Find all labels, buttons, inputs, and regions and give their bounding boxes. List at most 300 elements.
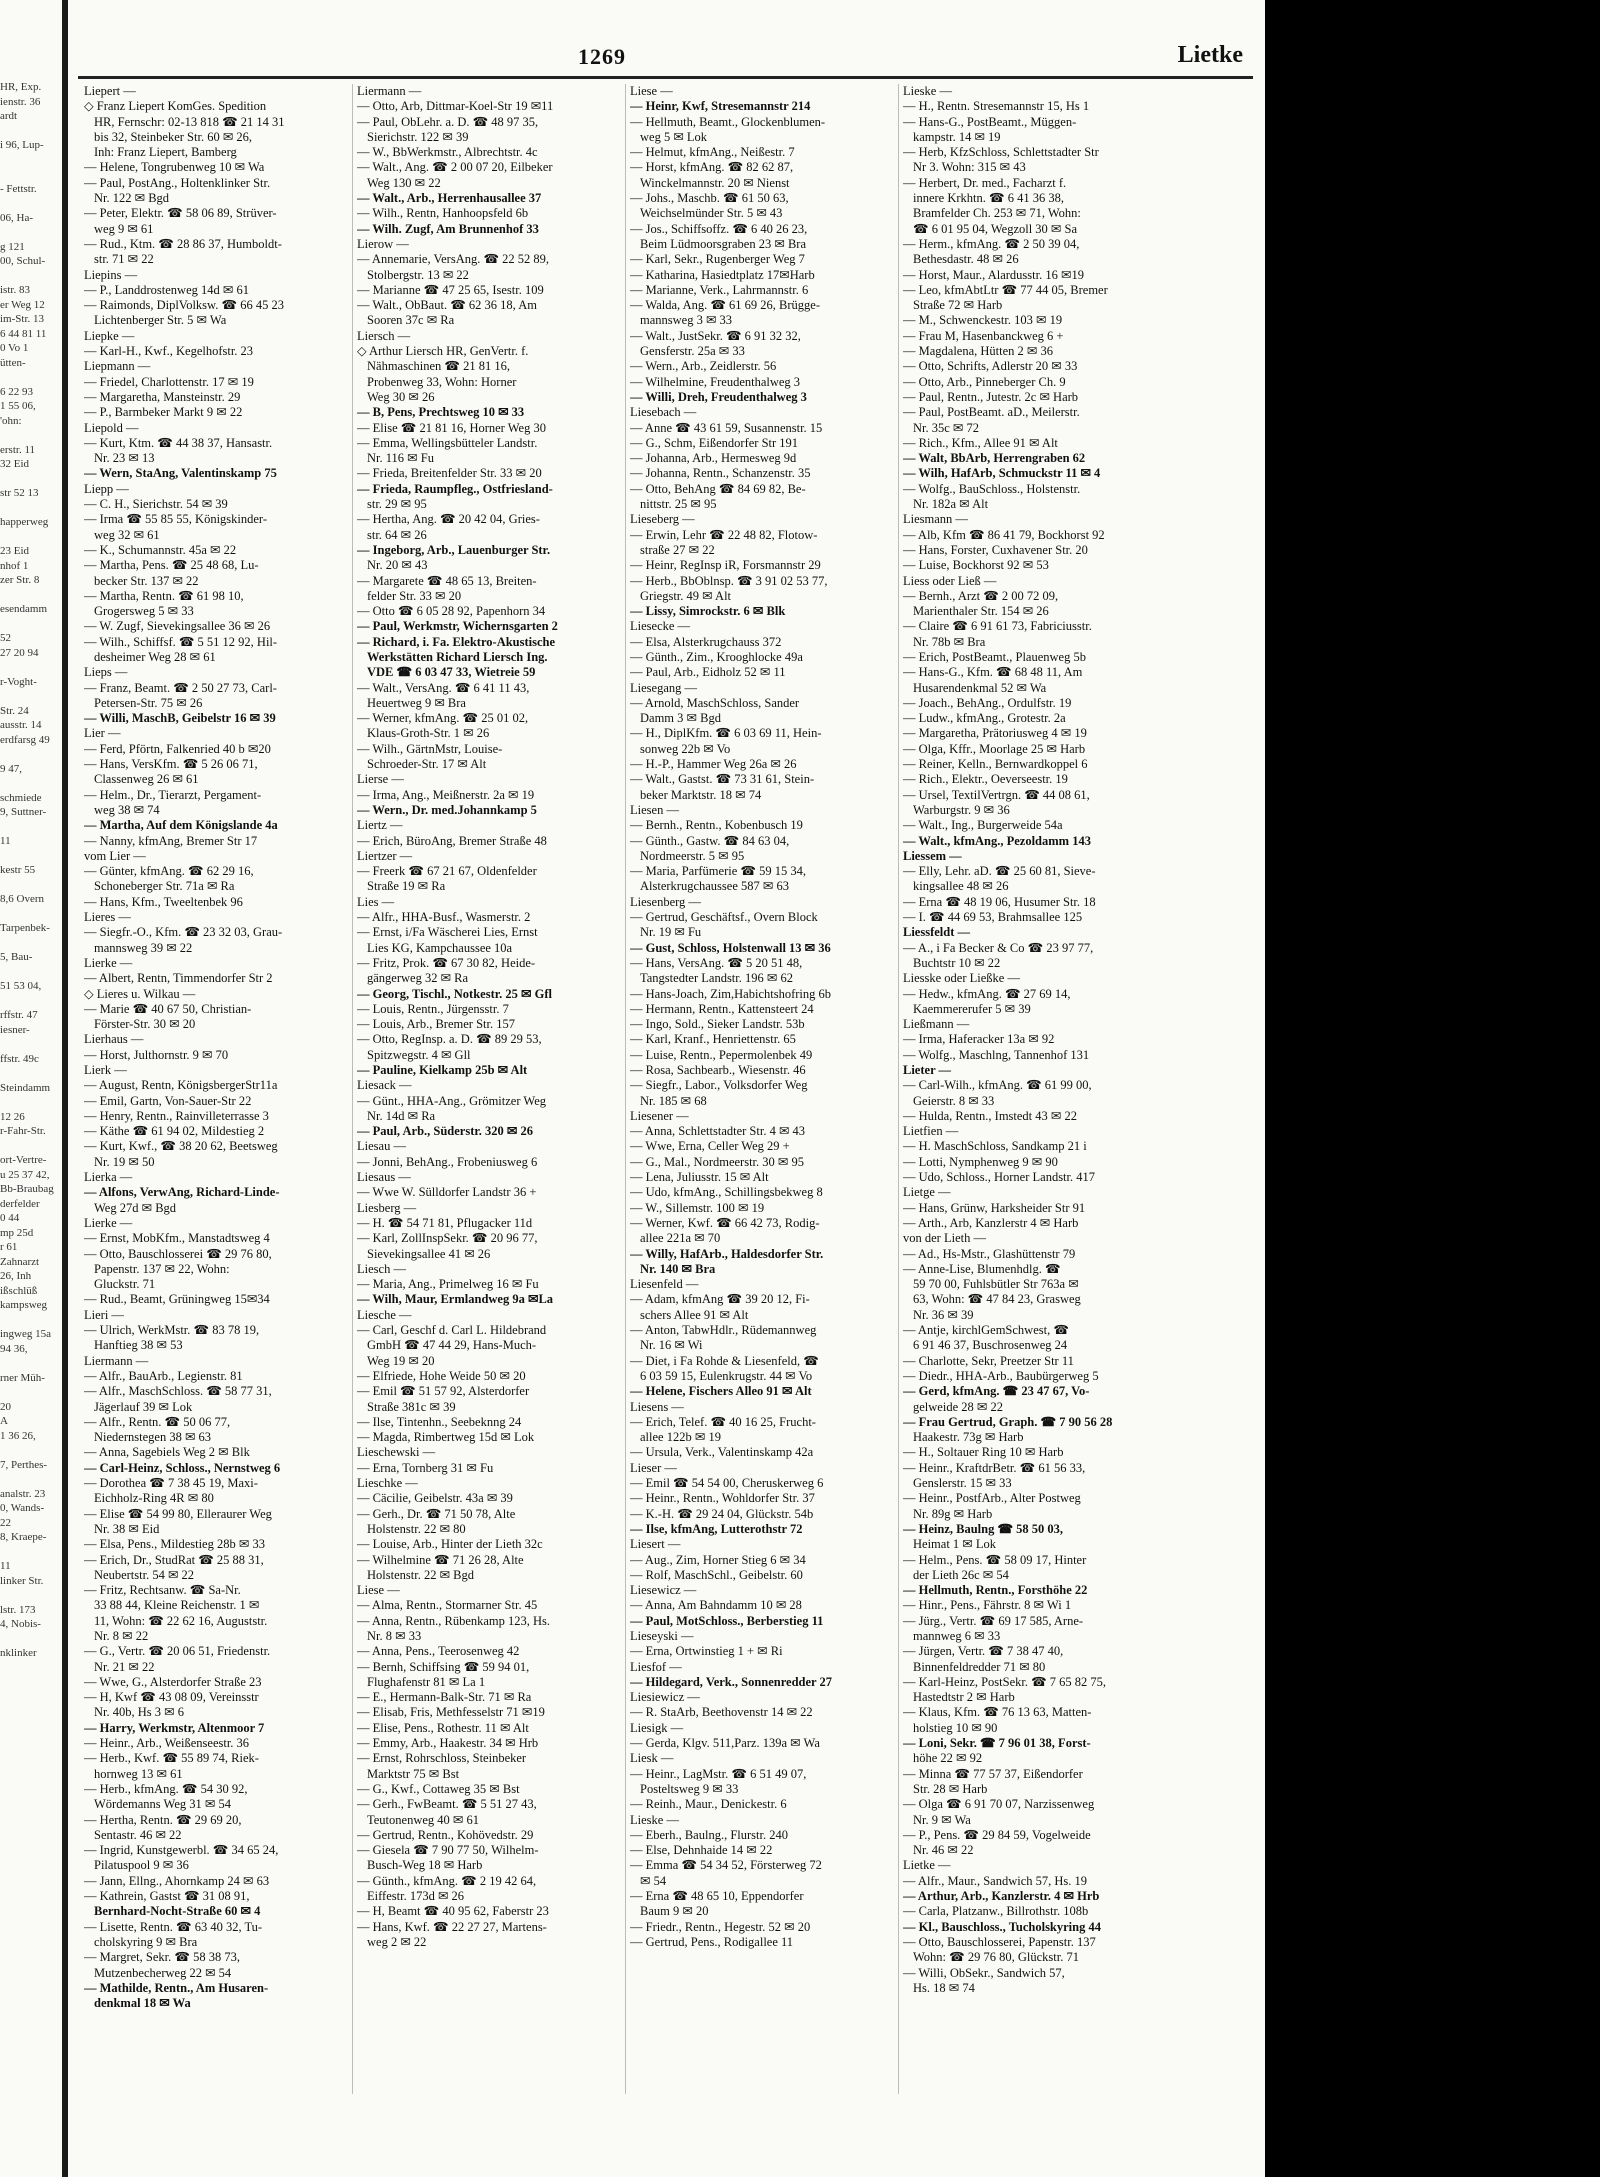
directory-entry: — Otto, BehAng ☎ 84 69 82, Be- xyxy=(630,481,806,496)
directory-entry: — Albert, Rentn, Timmendorfer Str 2 xyxy=(84,971,273,986)
directory-entry: — Wwe, Erna, Celler Weg 29 + xyxy=(630,1139,790,1154)
directory-entry: — Willi, MaschB, Geibelstr 16 ✉ 39 xyxy=(84,711,276,726)
directory-entry: Flughafenstr 81 ✉ La 1 xyxy=(367,1674,486,1689)
surname-heading: Lieseyski — xyxy=(630,1628,694,1643)
directory-entry: denkmal 18 ✉ Wa xyxy=(94,1996,191,2011)
directory-entry: gängerweg 32 ✉ Ra xyxy=(367,971,469,986)
directory-entry: — Irma, Haferacker 13a ✉ 92 xyxy=(903,1032,1055,1047)
directory-entry: Haakestr. 73g ✉ Harb xyxy=(913,1430,1024,1445)
directory-entry: allee 122b ✉ 19 xyxy=(640,1430,721,1445)
directory-entry: — W., BbWerkmstr., Albrechtstr. 4c xyxy=(357,145,538,160)
directory-entry: Tangstedter Landstr. 196 ✉ 62 xyxy=(640,971,793,986)
directory-entry: — Jürg., Vertr. ☎ 69 17 585, Arne- xyxy=(903,1613,1084,1628)
directory-entry: — Gerd, kfmAng. ☎ 23 47 67, Vo- xyxy=(903,1384,1090,1399)
directory-entry: — Wilh, Maur, Ermlandweg 9a ✉La xyxy=(357,1292,554,1307)
bleed-fragment xyxy=(0,747,60,762)
directory-entry: — Otto, Arb., Pinneberger Ch. 9 xyxy=(903,374,1066,389)
surname-heading: Lierow — xyxy=(357,236,409,251)
surname-heading: Liesert — xyxy=(630,1537,681,1552)
directory-entry: bis 32, Steinbeker Str. 60 ✉ 26, xyxy=(94,129,253,144)
directory-entry: — Nanny, kfmAng, Bremer Str 17 xyxy=(84,833,258,848)
bleed-fragment: ffstr. 49c xyxy=(0,1052,39,1065)
surname-heading: Liesen — xyxy=(630,802,679,817)
directory-entry: Jägerlauf 39 ✉ Lok xyxy=(94,1399,193,1414)
surname-heading: Liesigk — xyxy=(630,1720,684,1735)
directory-entry: — Louis, Rentn., Jürgensstr. 7 xyxy=(357,1001,509,1016)
bleed-fragment: 26, Inh xyxy=(0,1270,32,1282)
directory-entry: — Karl, ZollInspSekr. ☎ 20 96 77, xyxy=(357,1231,538,1246)
surname-heading: Lieres — xyxy=(84,910,131,925)
bleed-fragment: Tarpenbek- xyxy=(0,922,50,934)
directory-entry: — Carl-Wilh., kfmAng. ☎ 61 99 00, xyxy=(903,1078,1092,1093)
bleed-fragment: 6 22 93 xyxy=(0,385,33,398)
directory-entry: Wördemanns Weg 31 ✉ 54 xyxy=(94,1797,231,1812)
directory-entry: — I. ☎ 44 69 53, Brahmsallee 125 xyxy=(903,910,1083,925)
directory-entry: Weg 19 ✉ 20 xyxy=(367,1353,435,1368)
directory-entry: — Elsa, Pens., Mildestieg 28b ✉ 33 xyxy=(84,1537,265,1552)
directory-entry: — Alb, Kfm ☎ 86 41 79, Bockhorst 92 xyxy=(903,527,1105,542)
directory-entry: — Marianne ☎ 47 25 65, Isestr. 109 xyxy=(357,282,544,297)
directory-entry: — Emil, Gartn, Von-Sauer-Str 22 xyxy=(84,1093,252,1108)
surname-heading: Liepke — xyxy=(84,328,135,343)
bleed-fragment: 06, Ha- xyxy=(0,211,33,224)
surname-heading: Liesmann — xyxy=(903,512,968,527)
directory-entry: — Anne ☎ 43 61 59, Susannenstr. 15 xyxy=(630,420,823,435)
directory-entry: — Ingeborg, Arb., Lauenburger Str. xyxy=(357,542,551,557)
bleed-fragment: Bb-Braubag xyxy=(0,1183,54,1195)
directory-column-3 xyxy=(630,84,894,2104)
bleed-fragment: r-Voght- xyxy=(0,675,37,688)
bleed-fragment xyxy=(0,907,60,922)
directory-entry: Werkstätten Richard Liersch Ing. xyxy=(367,649,548,664)
directory-entry: — Diet, i Fa Rohde & Liesenfeld, ☎ xyxy=(630,1353,819,1368)
directory-entry: — Hans, Forster, Cuxhavener Str. 20 xyxy=(903,542,1088,557)
bleed-fragment: 7, Perthes- xyxy=(0,1458,48,1471)
directory-entry: — Elsa, Alsterkrugchauss 372 xyxy=(630,634,782,649)
directory-entry: Sierichstr. 122 ✉ 39 xyxy=(367,129,469,144)
directory-entry: — Raimonds, DiplVolksw. ☎ 66 45 23 xyxy=(84,298,284,313)
directory-entry: — Walda, Ang. ☎ 61 69 26, Brügge- xyxy=(630,298,821,313)
directory-entry: — Charlotte, Sekr, Preetzer Str 11 xyxy=(903,1353,1074,1368)
directory-entry: — Elfriede, Hohe Weide 50 ✉ 20 xyxy=(357,1368,526,1383)
directory-entry: — Giesela ☎ 7 90 77 50, Wilhelm- xyxy=(357,1843,539,1858)
directory-entry: Probenweg 33, Wohn: Horner xyxy=(367,374,517,389)
bleed-fragment xyxy=(0,617,60,632)
directory-entry: Schroeder-Str. 17 ✉ Alt xyxy=(367,757,487,772)
directory-entry: — Otto, Bauschlosserei ☎ 29 76 80, xyxy=(84,1246,272,1261)
directory-entry: — Elly, Lehr. aD. ☎ 25 60 81, Sieve- xyxy=(903,864,1096,879)
directory-entry: — G., Vertr. ☎ 20 06 51, Friedenstr. xyxy=(84,1644,271,1659)
directory-entry: — Walt., JustSekr. ☎ 6 91 32 32, xyxy=(630,328,801,343)
surname-heading: Liesenberg — xyxy=(630,894,701,909)
directory-entry: Nr. 14d ✉ Ra xyxy=(367,1108,436,1123)
directory-entry: — Paul, Arb., Eidholz 52 ✉ 11 xyxy=(630,665,786,680)
bleed-fragment: 32 Eid xyxy=(0,458,30,470)
bleed-fragment xyxy=(0,1356,60,1371)
directory-entry: — Ursula, Verk., Valentinskamp 42a xyxy=(630,1445,814,1460)
directory-entry: — Reiner, Kelln., Bernwardkoppel 6 xyxy=(903,757,1088,772)
directory-entry: Nr. 8 ✉ 22 xyxy=(94,1628,149,1643)
directory-entry: — Ilse, kfmAng, Lutterothstr 72 xyxy=(630,1521,803,1536)
running-head: Lietke xyxy=(1177,42,1243,68)
directory-entry: Weg 30 ✉ 26 xyxy=(367,389,435,404)
bleed-fragment: r-Fahr-Str. xyxy=(0,1125,46,1137)
directory-entry: Nr. 19 ✉ Fu xyxy=(640,925,702,940)
surname-heading: Liermann — xyxy=(357,84,422,98)
directory-entry: — P., Landdrostenweg 14d ✉ 61 xyxy=(84,282,249,297)
bleed-fragment: ardt xyxy=(0,110,18,122)
directory-entry: — Günth., Gastw. ☎ 84 63 04, xyxy=(630,833,790,848)
directory-entry: — Paul, ObLehr. a. D. ☎ 48 97 35, xyxy=(357,114,539,129)
surname-heading: Lierke — xyxy=(84,1215,133,1230)
directory-entry: — Heinr., KraftdrBetr. ☎ 61 56 33, xyxy=(903,1460,1086,1475)
directory-entry: — Olga ☎ 6 91 70 07, Narzissenweg xyxy=(903,1797,1095,1812)
surname-heading: Liesaus — xyxy=(357,1170,411,1185)
bleed-fragment: ütten- xyxy=(0,356,26,369)
surname-heading: Lier — xyxy=(84,726,121,741)
bleed-fragment: erdfarsg 49 xyxy=(0,733,50,746)
bleed-fragment: erstr. 11 xyxy=(0,443,36,456)
directory-entry: Nr. 9 ✉ Wa xyxy=(913,1812,971,1827)
bleed-fragment: 0 44 xyxy=(0,1212,20,1224)
bleed-fragment xyxy=(0,1066,60,1081)
surname-heading: Liepmann — xyxy=(84,359,151,374)
directory-entry: — Walt, BbArb, Herrengraben 62 xyxy=(903,451,1086,466)
directory-entry: — Hans-G., Kfm. ☎ 68 48 11, Am xyxy=(903,665,1083,680)
directory-entry: — Paul, Arb., Süderstr. 320 ✉ 26 xyxy=(357,1124,534,1139)
directory-entry: Nr. 19 ✉ 50 xyxy=(94,1154,155,1169)
directory-entry: — Emil ☎ 54 54 00, Cheruskerweg 6 xyxy=(630,1476,824,1491)
bleed-fragment: 4, Nobis- xyxy=(0,1618,41,1630)
directory-entry: Kaemmererufer 5 ✉ 39 xyxy=(913,1001,1031,1016)
directory-entry: — Lena, Juliusstr. 15 ✉ Alt xyxy=(630,1170,769,1185)
surname-heading: Liesberg — xyxy=(357,1200,417,1215)
bleed-fragment xyxy=(0,689,60,704)
column-divider xyxy=(898,84,899,2094)
directory-entry: — Anton, TabwHdlr., Rüdemannweg xyxy=(630,1323,817,1338)
directory-entry: Beim Lüdmoorsgraben 23 ✉ Bra xyxy=(640,236,806,251)
directory-entry: Nordmeerstr. 5 ✉ 95 xyxy=(640,848,745,863)
directory-entry: nittstr. 25 ✉ 95 xyxy=(640,497,717,512)
directory-entry: VDE ☎ 6 03 47 33, Wietreie 59 xyxy=(367,665,536,680)
surname-heading: Liese — xyxy=(630,84,673,98)
bleed-fragment: ort-Vertre- xyxy=(0,1154,47,1166)
surname-heading: Lierka — xyxy=(84,1170,133,1185)
directory-entry: Gluckstr. 71 xyxy=(94,1277,156,1292)
directory-entry: — Ilse, Tintenhn., Seebeknng 24 xyxy=(357,1414,522,1429)
directory-entry: — Frieda, Breitenfelder Str. 33 ✉ 20 xyxy=(357,466,542,481)
directory-entry: — Hildegard, Verk., Sonnenredder 27 xyxy=(630,1674,832,1689)
bleed-fragment: istr. 83 xyxy=(0,284,30,296)
directory-entry: — Gerh., FwBeamt. ☎ 5 51 27 43, xyxy=(357,1797,537,1812)
bleed-fragment: 20 xyxy=(0,1400,11,1413)
directory-entry: — Paul, MotSchloss., Berberstieg 11 xyxy=(630,1613,824,1628)
directory-entry: — Siegfr.-O., Kfm. ☎ 23 32 03, Grau- xyxy=(84,925,283,940)
surname-heading: Liessem — xyxy=(903,848,962,863)
directory-entry: — Anna, Sagebiels Weg 2 ✉ Blk xyxy=(84,1445,250,1460)
directory-entry: allee 221a ✉ 70 xyxy=(640,1231,721,1246)
directory-entry: — Emil ☎ 51 57 92, Alsterdorfer xyxy=(357,1384,530,1399)
directory-entry: — Hans-G., PostBeamt., Müggen- xyxy=(903,114,1077,129)
bleed-fragment: ausstr. 14 xyxy=(0,719,42,731)
directory-entry: — Wern, StaAng, Valentinskamp 75 xyxy=(84,466,277,481)
directory-entry: Schoneberger Str. 71a ✉ Ra xyxy=(94,879,235,894)
directory-entry: — Helm., Pens. ☎ 58 09 17, Hinter xyxy=(903,1552,1087,1567)
directory-entry: Niedernstegen 38 ✉ 63 xyxy=(94,1430,212,1445)
directory-entry: — Werner, Kwf. ☎ 66 42 73, Rodig- xyxy=(630,1215,820,1230)
directory-entry: — Walt., Gastst. ☎ 73 31 61, Stein- xyxy=(630,772,815,787)
directory-entry: weg 32 ✉ 61 xyxy=(94,527,160,542)
directory-entry: — Margaretha, Mansteinstr. 29 xyxy=(84,389,241,404)
directory-entry: — Lisette, Rentn. ☎ 63 40 32, Tu- xyxy=(84,1919,263,1934)
directory-entry: Marktstr 75 ✉ Bst xyxy=(367,1766,460,1781)
directory-entry: — M., Schwenckestr. 103 ✉ 19 xyxy=(903,313,1063,328)
bleed-fragment: mp 25d xyxy=(0,1226,34,1239)
directory-entry: — Karl-H., Kwf., Kegelhofstr. 23 xyxy=(84,344,254,359)
directory-entry: — Emma ☎ 54 34 52, Försterweg 72 xyxy=(630,1858,822,1873)
directory-entry: — Annemarie, VersAng. ☎ 22 52 89, xyxy=(357,252,550,267)
directory-entry: — Erna, Tornberg 31 ✉ Fu xyxy=(357,1460,494,1475)
directory-entry: — Elise ☎ 54 99 80, Elleraurer Weg xyxy=(84,1506,272,1521)
directory-entry: ☎ 6 01 95 04, Wegzoll 30 ✉ Sa xyxy=(913,221,1078,236)
directory-entry: — Herbert, Dr. med., Facharzt f. xyxy=(903,175,1067,190)
directory-entry: — Wilhelmine ☎ 71 26 28, Alte xyxy=(357,1552,524,1567)
directory-entry: — Martha, Pens. ☎ 25 48 68, Lu- xyxy=(84,558,259,573)
directory-entry: — Helm., Dr., Tierarzt, Pergament- xyxy=(84,787,262,802)
directory-entry: Lichtenberger Str. 5 ✉ Wa xyxy=(94,313,227,328)
bleed-fragment: HR, Exp. xyxy=(0,81,42,93)
directory-entry: — E., Hermann-Balk-Str. 71 ✉ Ra xyxy=(357,1690,532,1705)
bleed-fragment xyxy=(0,1385,60,1400)
directory-entry: — Rich., Kfm., Allee 91 ✉ Alt xyxy=(903,435,1058,450)
directory-entry: — Wilhelmine, Freudenthalweg 3 xyxy=(630,374,801,389)
directory-entry: — Alfr., Maur., Sandwich 57, Hs. 19 xyxy=(903,1873,1088,1888)
directory-entry: Bramfelder Ch. 253 ✉ 71, Wohn: xyxy=(913,206,1081,221)
directory-entry: Nr. 21 ✉ 22 xyxy=(94,1659,155,1674)
directory-entry: — Harry, Werkmstr, Altenmoor 7 xyxy=(84,1720,265,1735)
directory-entry: — Hermann, Rentn., Kattensteert 24 xyxy=(630,1001,814,1016)
bleed-fragment xyxy=(0,776,60,791)
surname-heading: Lieps — xyxy=(84,665,128,680)
directory-entry: — H.-P., Hammer Weg 26a ✉ 26 xyxy=(630,757,797,772)
bleed-fragment: kestr 55 xyxy=(0,864,36,876)
directory-entry: — Carl, Geschf d. Carl L. Hildebrand xyxy=(357,1323,547,1338)
directory-entry: Eiffestr. 173d ✉ 26 xyxy=(367,1889,465,1904)
directory-entry: Damm 3 ✉ Bgd xyxy=(640,711,721,726)
directory-entry: weg 2 ✉ 22 xyxy=(367,1934,427,1949)
bleed-fragment: 23 Eid xyxy=(0,545,30,557)
directory-entry: — H., Rentn. Stresemannstr 15, Hs 1 xyxy=(903,99,1090,114)
surname-heading: Liermann — xyxy=(84,1353,149,1368)
directory-entry: — Gust, Schloss, Holstenwall 13 ✉ 36 xyxy=(630,940,831,955)
directory-entry: — Wwe, G., Alsterdorfer Straße 23 xyxy=(84,1674,262,1689)
directory-entry: — Else, Dehnhaide 14 ✉ 22 xyxy=(630,1843,773,1858)
directory-entry: Holstenstr. 22 ✉ 80 xyxy=(367,1521,466,1536)
directory-entry: beker Marktstr. 18 ✉ 74 xyxy=(640,787,762,802)
directory-entry: — Bernh., Rentn., Kobenbusch 19 xyxy=(630,818,803,833)
directory-entry: Geierstr. 8 ✉ 33 xyxy=(913,1093,995,1108)
directory-entry: Nr. 16 ✉ Wi xyxy=(640,1338,703,1353)
directory-entry: — K.-H. ☎ 29 24 04, Glückstr. 54b xyxy=(630,1506,814,1521)
directory-entry: Nr. 23 ✉ 13 xyxy=(94,451,155,466)
bleed-fragment: Zahnarzt xyxy=(0,1255,40,1268)
directory-entry: — Ernst, Rohrschloss, Steinbeker xyxy=(357,1751,527,1766)
directory-entry: — Gerda, Klgv. 511,Parz. 139a ✉ Wa xyxy=(630,1736,820,1751)
directory-entry: — Gertrud, Rentn., Kohövedstr. 29 xyxy=(357,1827,534,1842)
directory-entry: — Elise, Pens., Rothestr. 11 ✉ Alt xyxy=(357,1720,529,1735)
directory-entry: — Luise, Bockhorst 92 ✉ 53 xyxy=(903,558,1049,573)
surname-heading: Lietfien — xyxy=(903,1124,959,1139)
book-spine xyxy=(62,0,68,2177)
bleed-fragment: er Weg 12 xyxy=(0,298,45,311)
surname-heading: Liersch — xyxy=(357,328,411,343)
bleed-fragment: zer Str. 8 xyxy=(0,574,40,586)
directory-entry: höhe 22 ✉ 92 xyxy=(913,1751,983,1766)
directory-entry: Teutonenweg 40 ✉ 61 xyxy=(367,1812,480,1827)
directory-entry: — Walt., Ing., Burgerweide 54a xyxy=(903,818,1063,833)
bleed-fragment: kampsweg xyxy=(0,1299,48,1311)
directory-entry: — Fritz, Rechtsanw. ☎ Sa-Nr. xyxy=(84,1583,241,1598)
directory-entry: — Karl-Heinz, PostSekr. ☎ 7 65 82 75, xyxy=(903,1674,1107,1689)
directory-entry: — Martha, Rentn. ☎ 61 98 10, xyxy=(84,588,244,603)
directory-entry: — H., DiplKfm. ☎ 6 03 69 11, Hein- xyxy=(630,726,822,741)
directory-entry: str. 71 ✉ 22 xyxy=(94,252,154,267)
directory-entry: — Alfons, VerwAng, Richard-Linde- xyxy=(84,1185,280,1200)
directory-entry: — Joach., BehAng., Ordulfstr. 19 xyxy=(903,695,1072,710)
directory-entry: — Carla, Platzanw., Billrothstr. 108b xyxy=(903,1904,1089,1919)
directory-entry: — Gerh., Dr. ☎ 71 50 78, Alte xyxy=(357,1506,516,1521)
surname-heading: von der Lieth — xyxy=(903,1231,986,1246)
directory-entry: Inh: Franz Liepert, Bamberg xyxy=(94,145,237,160)
directory-entry: — Georg, Tischl., Notkestr. 25 ✉ Gfl xyxy=(357,986,552,1001)
directory-entry: Papenstr. 137 ✉ 22, Wohn: xyxy=(94,1261,230,1276)
directory-entry: — Paul, PostAng., Holtenklinker Str. xyxy=(84,175,271,190)
directory-entry: — Eberh., Baulng., Flurstr. 240 xyxy=(630,1827,788,1842)
bleed-fragment: 8,6 Overn xyxy=(0,893,44,905)
directory-entry: Mutzenbecherweg 22 ✉ 54 xyxy=(94,1965,232,1980)
directory-entry: — C. H., Sierichstr. 54 ✉ 39 xyxy=(84,497,228,512)
surname-heading: Lierse — xyxy=(357,772,404,787)
directory-entry: — Jann, Ellng., Ahornkamp 24 ✉ 63 xyxy=(84,1873,270,1888)
directory-entry: — Ludw., kfmAng., Grotestr. 2a xyxy=(903,711,1066,726)
directory-entry: — Irma ☎ 55 85 55, Königskinder- xyxy=(84,512,268,527)
bleed-fragment: g 121 xyxy=(0,240,25,253)
column-divider xyxy=(625,84,626,2094)
directory-entry: Weg 27d ✉ Bgd xyxy=(94,1200,177,1215)
directory-entry: — Willi, ObSekr., Sandwich 57, xyxy=(903,1965,1065,1980)
directory-entry: Genslerstr. 15 ✉ 33 xyxy=(913,1476,1012,1491)
bleed-fragment xyxy=(0,1095,60,1110)
bleed-fragment xyxy=(0,878,60,893)
directory-entry: — Kurt, Ktm. ☎ 44 38 37, Hansastr. xyxy=(84,435,273,450)
directory-entry: — Jonni, BehAng., Frobeniusweg 6 xyxy=(357,1154,538,1169)
directory-entry: — Lotti, Nymphenweg 9 ✉ 90 xyxy=(903,1154,1058,1169)
directory-entry: — Heinr., PostfArb., Alter Postweg xyxy=(903,1491,1081,1506)
directory-entry: desheimer Weg 28 ✉ 61 xyxy=(94,649,216,664)
directory-entry: Sievekingsallee 41 ✉ 26 xyxy=(367,1246,491,1261)
directory-entry: — Hulda, Rentn., Imstedt 43 ✉ 22 xyxy=(903,1108,1077,1123)
directory-entry: — Herb., Kwf. ☎ 55 89 74, Riek- xyxy=(84,1751,259,1766)
directory-entry: — Gertrud, Pens., Rodigallee 11 xyxy=(630,1934,794,1949)
directory-entry: — A., i Fa Becker & Co ☎ 23 97 77, xyxy=(903,940,1094,955)
directory-entry: — B, Pens, Prechtsweg 10 ✉ 33 xyxy=(357,405,525,420)
surname-heading: Liessfeldt — xyxy=(903,925,971,940)
directory-entry: Spitzwegstr. 4 ✉ Gll xyxy=(367,1047,471,1062)
bleed-fragment: 9 47, xyxy=(0,762,22,775)
directory-entry: — Jürgen, Vertr. ☎ 7 38 47 40, xyxy=(903,1644,1064,1659)
directory-entry: — Minna ☎ 77 57 37, Eißendorfer xyxy=(903,1766,1083,1781)
directory-entry: ◇ Franz Liepert KomGes. Spedition xyxy=(84,99,267,114)
bleed-fragment: - Fettstr. xyxy=(0,182,37,195)
directory-entry: HR, Fernschr: 02-13 818 ☎ 21 14 31 xyxy=(94,114,285,129)
directory-entry: — Hedw., kfmAng. ☎ 27 69 14, xyxy=(903,986,1071,1001)
directory-entry: — Emma, Wellingsbütteler Landstr. xyxy=(357,435,538,450)
bleed-fragment: 0, Wands- xyxy=(0,1502,45,1514)
directory-entry: — Ursel, TextilVertrgn. ☎ 44 08 61, xyxy=(903,787,1090,802)
directory-entry: — Siegfr., Labor., Volksdorfer Weg xyxy=(630,1078,808,1093)
directory-entry: sonweg 22b ✉ Vo xyxy=(640,741,731,756)
directory-entry: — Paul, PostBeamt. aD., Meilerstr. xyxy=(903,405,1080,420)
directory-entry: — Herb., BbOblnsp. ☎ 3 91 02 53 77, xyxy=(630,573,828,588)
bleed-fragment: 11 xyxy=(0,835,11,847)
directory-entry: — Margret, Sekr. ☎ 58 38 73, xyxy=(84,1950,240,1965)
bleed-fragment xyxy=(0,1632,60,1647)
directory-entry: — Margaretha, Prätoriusweg 4 ✉ 19 xyxy=(903,726,1087,741)
surname-heading: Liesch — xyxy=(357,1261,406,1276)
directory-entry: — Wern., Arb., Zeidlerstr. 56 xyxy=(630,359,777,374)
directory-entry: — Frau Gertrud, Graph. ☎ 7 90 56 28 xyxy=(903,1414,1113,1429)
directory-entry: — R. StaArb, Beethovenstr 14 ✉ 22 xyxy=(630,1705,813,1720)
directory-entry: Nr. 40b, Hs 3 ✉ 6 xyxy=(94,1705,184,1720)
bleed-fragment xyxy=(0,588,60,603)
directory-entry: — Hellmuth, Rentn., Forsthöhe 22 xyxy=(903,1583,1088,1598)
directory-entry: Nr. 182a ✉ Alt xyxy=(913,497,989,512)
directory-entry: — Olga, Kffr., Moorlage 25 ✉ Harb xyxy=(903,741,1086,756)
directory-entry: — Horst, Julthornstr. 9 ✉ 70 xyxy=(84,1047,229,1062)
directory-entry: — Wern., Dr. med.Johannkamp 5 xyxy=(357,802,537,817)
directory-entry: — Erich, Telef. ☎ 40 16 25, Frucht- xyxy=(630,1414,816,1429)
surname-heading: Liesske oder Ließke — xyxy=(903,971,1020,986)
bleed-fragment: nhof 1 xyxy=(0,559,29,572)
directory-entry: felder Str. 33 ✉ 20 xyxy=(367,588,462,603)
bleed-fragment: schmiede xyxy=(0,791,42,804)
bleed-fragment: 9, Suttner- xyxy=(0,806,47,818)
directory-entry: — Hertha, Rentn. ☎ 29 69 20, xyxy=(84,1812,242,1827)
directory-entry: gelweide 28 ✉ 22 xyxy=(913,1399,1003,1414)
directory-entry: — Wilh, HafArb, Schmuckstr 11 ✉ 4 xyxy=(903,466,1101,481)
directory-entry: 33 88 44, Kleine Reichenstr. 1 ✉ xyxy=(94,1598,260,1613)
directory-entry: — Marianne, Verk., Lahrmannstr. 6 xyxy=(630,282,809,297)
directory-entry: — Alfr., HHA-Busf., Wasmerstr. 2 xyxy=(357,910,531,925)
bleed-fragment xyxy=(0,501,60,516)
directory-entry: — Wolfg., BauSchloss., Holstenstr. xyxy=(903,481,1081,496)
directory-entry: — Herm., kfmAng. ☎ 2 50 39 04, xyxy=(903,236,1080,251)
directory-entry: — Günter, kfmAng. ☎ 62 29 16, xyxy=(84,864,254,879)
bleed-fragment xyxy=(0,472,60,487)
surname-heading: Lietge — xyxy=(903,1185,951,1200)
directory-entry: — H. ☎ 54 71 81, Pflugacker 11d xyxy=(357,1215,533,1230)
directory-entry: — Hans, Kwf. ☎ 22 27 27, Martens- xyxy=(357,1919,547,1934)
bleed-fragment: Steindamm xyxy=(0,1081,51,1094)
directory-entry: Heuertweg 9 ✉ Bra xyxy=(367,695,466,710)
bleed-fragment: rffstr. 47 xyxy=(0,1009,38,1021)
surname-heading: Liepert — xyxy=(84,84,136,98)
bleed-fragment: A xyxy=(0,1415,8,1427)
directory-entry: — Wilh., GärtnMstr, Louise- xyxy=(357,741,503,756)
directory-entry: Bernhard-Nocht-Straße 60 ✉ 4 xyxy=(94,1904,261,1919)
directory-entry: — Frau M, Hasenbanckweg 6 + xyxy=(903,328,1064,343)
directory-entry: — P., Pens. ☎ 29 84 59, Vogelweide xyxy=(903,1827,1091,1842)
